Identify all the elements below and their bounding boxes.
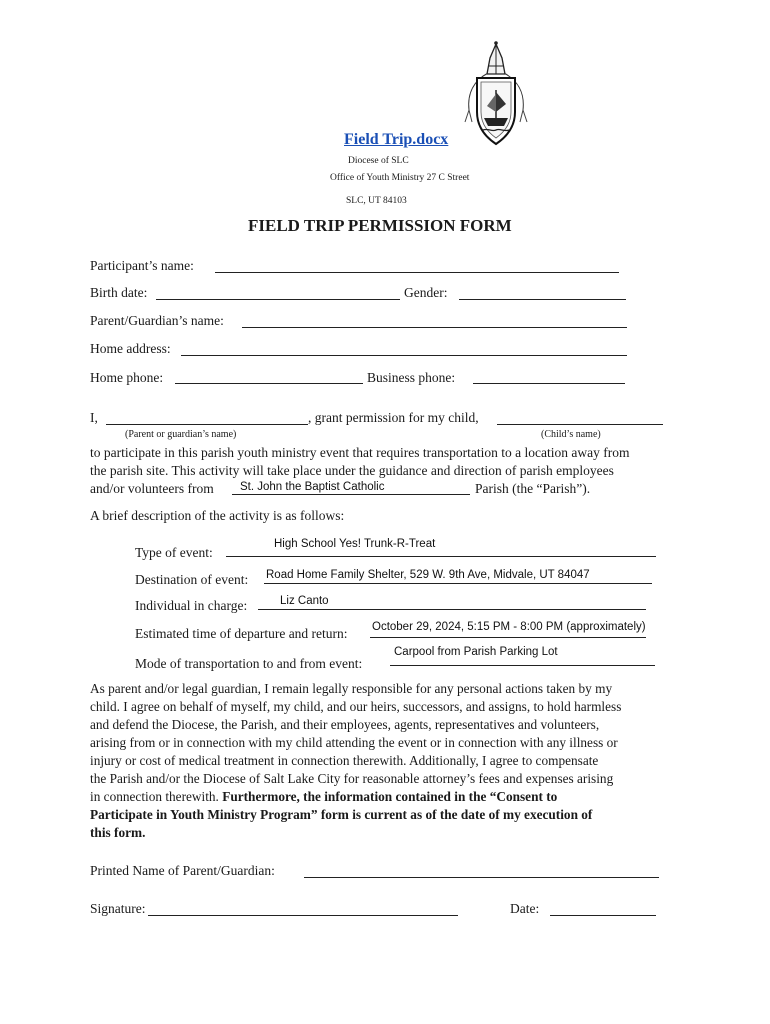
city-address: SLC, UT 84103 [346, 196, 407, 206]
parent-name-label: Parent/Guardian’s name: [90, 313, 224, 328]
liability-line-4: arising from or in connection with my child attending the event or in connection with any illness or [90, 735, 618, 750]
parish-field[interactable] [232, 494, 470, 495]
child-caption: (Child’s name) [541, 429, 601, 440]
participant-name-field[interactable] [215, 272, 619, 273]
office-address: Office of Youth Ministry 27 C Street [330, 173, 470, 183]
org-name: Diocese of SLC [348, 156, 409, 166]
liability-line-7-text: in connection therewith. [90, 789, 219, 804]
departure-return-value: October 29, 2024, 5:15 PM - 8:00 PM (approximately) [372, 621, 646, 633]
gender-label: Gender: [404, 285, 448, 300]
business-phone-field[interactable] [473, 383, 625, 384]
liability-line-9-bold: this form. [90, 825, 146, 840]
date-field[interactable] [550, 915, 656, 916]
individual-in-charge-field[interactable] [258, 609, 646, 610]
parish-value: St. John the Baptist Catholic [240, 481, 385, 493]
home-address-label: Home address: [90, 341, 171, 356]
destination-value: Road Home Family Shelter, 529 W. 9th Ave, Midvale, UT 84047 [266, 569, 590, 581]
printed-name-field[interactable] [304, 877, 659, 878]
business-phone-label: Business phone: [367, 370, 456, 385]
form-title: FIELD TRIP PERMISSION FORM [248, 216, 512, 235]
transport-mode-label: Mode of transportation to and from event: [135, 656, 363, 671]
liability-line-7-bold: Furthermore, the information contained in the “Consent to [222, 789, 558, 804]
document-link[interactable]: Field Trip.docx [344, 131, 449, 148]
liability-line-9 [90, 824, 145, 842]
liability-line-2: child. I agree on behalf of myself, my child, and our heirs, successors, and assigns, to hold harmless [90, 699, 622, 714]
birth-date-label: Birth date: [90, 285, 148, 300]
participate-text-1: to participate in this parish youth ministry event that requires transportation to a location away from [90, 445, 630, 460]
home-phone-label: Home phone: [90, 370, 164, 385]
signature-field[interactable] [148, 915, 458, 916]
birth-date-field[interactable] [156, 299, 400, 300]
diocese-coat-of-arms-icon [455, 40, 537, 152]
home-address-field[interactable] [181, 355, 627, 356]
i-label: I, [90, 410, 98, 425]
liability-line-5: injury or cost of medical treatment in connection therewith. Additionally, I agree to compensate [90, 753, 599, 768]
type-of-event-label: Type of event: [135, 545, 213, 560]
signature-label: Signature: [90, 901, 146, 916]
destination-field[interactable] [264, 583, 652, 584]
liability-line-3: and defend the Diocese, the Parish, and their employees, agents, representatives and volunteers, [90, 717, 600, 732]
transport-mode-value: Carpool from Parish Parking Lot [394, 646, 558, 658]
type-of-event-value: High School Yes! Trunk-R-Treat [274, 538, 436, 550]
departure-return-field[interactable] [370, 637, 646, 638]
grant-permission-text: , grant permission for my child, [308, 410, 479, 425]
participant-name-label: Participant’s name: [90, 258, 194, 273]
participate-text-2: the parish site. This activity will take place under the guidance and direction of parish employees [90, 463, 614, 478]
participate-text-3b: Parish (the “Parish”). [475, 481, 591, 496]
individual-in-charge-label: Individual in charge: [135, 598, 248, 613]
liability-line-6: the Parish and/or the Diocese of Salt Lake City for reasonable attorney’s fees and expenses arising [90, 771, 614, 786]
printed-name-label: Printed Name of Parent/Guardian: [90, 863, 275, 878]
child-name-field[interactable] [497, 424, 663, 425]
liability-line-8 [90, 806, 592, 824]
departure-return-label: Estimated time of departure and return: [135, 626, 348, 641]
liability-line-7 [90, 788, 557, 806]
destination-label: Destination of event: [135, 572, 249, 587]
transport-mode-field[interactable] [390, 665, 655, 666]
type-of-event-field[interactable] [226, 556, 656, 557]
parent-name-field[interactable] [242, 327, 627, 328]
brief-description-label: A brief description of the activity is as follows: [90, 508, 345, 523]
parent-guardian-name-field[interactable] [106, 424, 308, 425]
home-phone-field[interactable] [175, 383, 363, 384]
participate-text-3a: and/or volunteers from [90, 481, 214, 496]
individual-in-charge-value: Liz Canto [280, 595, 329, 607]
date-label: Date: [510, 901, 540, 916]
liability-line-1: As parent and/or legal guardian, I remain legally responsible for any personal actions taken by my [90, 681, 613, 696]
liability-line-8-bold: Participate in Youth Ministry Program” form is current as of the date of my execution of [90, 807, 593, 822]
gender-field[interactable] [459, 299, 626, 300]
parent-caption: (Parent or guardian’s name) [125, 429, 237, 440]
